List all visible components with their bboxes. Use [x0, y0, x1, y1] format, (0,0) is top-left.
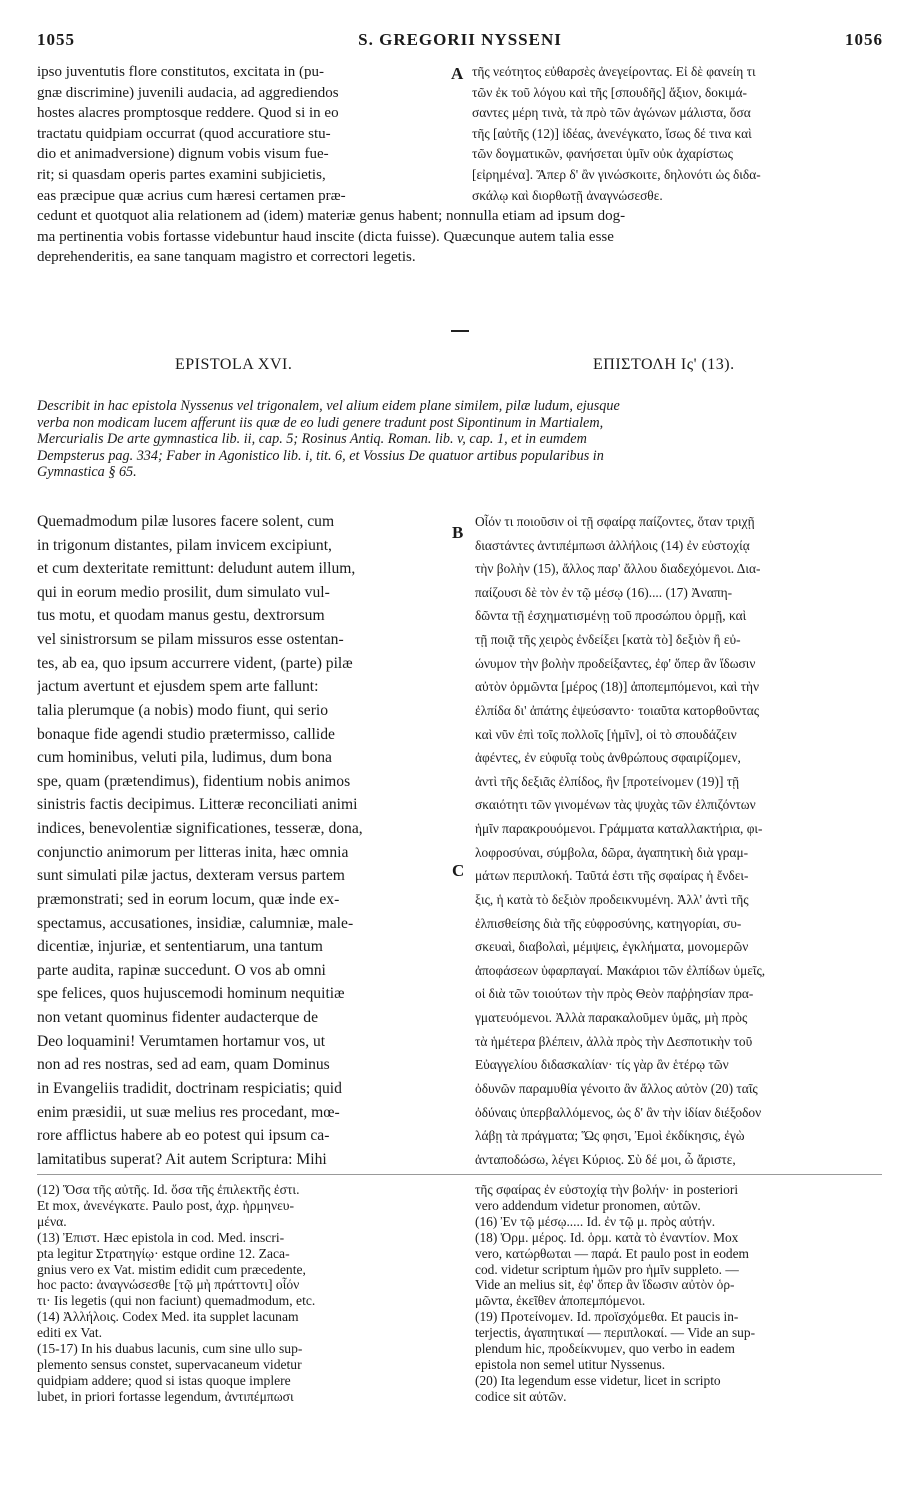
latin-text-line: spe felices, quos hujuscemodi hominum nequitiæ — [37, 985, 345, 1003]
greek-text-line: Οἷόν τι ποιοῦσιν οἱ τῇ σφαίρᾳ παίζοντες, ὅταν τριχῇ — [475, 514, 755, 529]
running-title: S. GREGORII NYSSENI — [358, 30, 562, 49]
greek-text-line: [εἰρημένα]. Ἅπερ δ' ἂν γινώσκοιτε, δηλονότι ὡς διδα- — [472, 167, 761, 182]
greek-text-line: ἀνταποδώσω, λέγει Κύριος. Σὺ δέ μοι, ὦ ἄριστε, — [475, 1151, 736, 1167]
footnote-line: cod. videtur scriptum ἡμῶν pro ἡμῖν suppleto. — — [475, 1261, 739, 1277]
latin-text-line: dio et animadversione) dignum vobis visum fue- — [37, 146, 329, 163]
footnote-line: editi ex Vat. — [37, 1325, 103, 1341]
footnote-line: (16) Ἐν τῷ μέσῳ..... Id. ἐν τῷ μ. πρὸς αὐτήν. — [475, 1213, 716, 1229]
margin-marker-a: A — [451, 64, 464, 83]
footnote-line: quidpiam addere; quod si istas quoque implere — [37, 1372, 291, 1388]
summary-line: Gymnastica § 65. — [37, 464, 137, 480]
latin-text-line: vel sinistrorsum se pilam missuros esse ostentan- — [37, 631, 344, 649]
greek-text-line: ξις, ἡ κατὰ τὸ δεξιὸν προδεικνυμένη. Ἀλλ' ἀντὶ τῆς — [475, 891, 749, 907]
latin-text-line: cum hominibus, veluti pila, ludimus, dum bona — [37, 749, 332, 767]
latin-text-line: indices, benevolentiæ significationes, tesseræ, dona, — [37, 820, 363, 838]
greek-text-line: τῶν δογματικῶν, φανήσεται ὑμῖν οὐκ ἀχαρίστως — [472, 146, 733, 162]
latin-text-line: jactum avertunt et ejusdem spem arte fallunt: — [37, 678, 319, 696]
footnote-line: μένα. — [37, 1213, 67, 1229]
summary-line: Dempsterus pag. 334; Faber in Agonistico lib. i, tit. 6, et Vossius De quatuor artibus popularibus in — [37, 447, 604, 464]
footnote-line: (20) Ita legendum esse videtur, licet in scripto — [475, 1372, 721, 1388]
greek-text-line: Εὐαγγελίου διδασκαλίαν· τίς γὰρ ἂν ἑτέρῳ τῶν — [475, 1057, 729, 1073]
greek-text-line: σκάλῳ καὶ διορθωτῇ ἀναγνώσεσθε. — [472, 187, 663, 203]
greek-text-line: ὀδυνῶν παραμυθία γένοιτο ἂν ἄλλος αὐτὸν (20) ταῖς — [475, 1080, 758, 1096]
latin-text-line: rit; si quasdam operis partes examini subjicietis, — [37, 167, 326, 183]
greek-text-line: ἐλπισθείσης διὰ τῆς εὐφροσύνης, κατηγορίαι, συ- — [475, 915, 742, 931]
footnote-line: pta legitur Στρατηγίῳ· estque ordine 12. Zaca- — [37, 1245, 290, 1261]
latin-text-line: præmonstrati; sed in eorum locum, quæ inde ex- — [37, 890, 340, 908]
greek-text-line: τῇ ποιᾷ τῆς χειρὸς ἐνδείξει [κατὰ τὸ] δεξιὸν ἢ εὐ- — [475, 632, 741, 648]
latin-text-line: bonaque fide agendi studio prætermisso, callide — [37, 725, 335, 743]
latin-text-line: ipso juventutis flore constitutos, excitata in (pu- — [37, 64, 325, 80]
latin-text-line: rore afflictus habere ab eo potest qui ipsum ca- — [37, 1127, 330, 1145]
latin-text-line: talia plerumque (a nobis) modo fiunt, qui serio — [37, 701, 329, 719]
footnote-line: τι· Iis legetis (qui non faciunt) quemadmodum, etc. — [37, 1293, 316, 1309]
greek-text-line: οἱ διὰ τῶν τοιούτων τὴν πρὸς Θεὸν παῤῥησίαν πρα- — [475, 986, 754, 1002]
latin-text-line: qui in eorum medio prosilit, dum simulato vul- — [37, 583, 330, 601]
latin-text-line: Quemadmodum pilæ lusores facere solent, cum — [37, 513, 335, 530]
summary-line: Describit in hac epistola Nyssenus vel trigonalem, vel alium eidem plane similem, pilæ ludum, ejusque — [37, 398, 620, 414]
greek-text-line: διαστάντες ἀντιπέμπωσι ἀλλήλοις (14) ἐν εὐστοχίᾳ — [475, 537, 750, 553]
footnote-line: (19) Προτείνομεν. Id. προϊσχόμεθα. Et paucis in- — [475, 1309, 739, 1325]
latin-text-line: gnæ discrimine) juvenili audacia, ad aggrediendos — [37, 84, 339, 101]
footnote-line: (15-17) In his duabus lacunis, cum sine ullo sup- — [37, 1341, 303, 1356]
footnote-line: gnius vero ex Vat. mistim edidit cum præcedente, — [37, 1261, 306, 1277]
greek-text-line: ἐλπίδα δι' ἀπάτης ἐψεύσαντο· τοιαῦτα κατορθοῦντας — [475, 702, 760, 718]
footnote-line: Et mox, ἀνενέγκατε. Paulo post, ἀχρ. ἡρμηνευ- — [37, 1197, 295, 1213]
greek-text-line: τῶν ἐκ τοῦ λόγου καὶ τῆς [σπουδῆς] ἄξιον, δοκιμά- — [472, 84, 748, 100]
margin-marker-c: C — [452, 861, 465, 880]
latin-text-line: tus motu, et quodam manus gestu, dextrorsum — [37, 607, 325, 625]
greek-text-line: παίζουσι δὲ τὸν ἐν τῷ μέσῳ (16).... (17) Ἀναπη- — [475, 584, 733, 600]
greek-text-line: σαντες μέρη τινὰ, τὰ πρὸ τῶν ἀγώνων μάλιστα, ὅσα — [472, 105, 751, 121]
greek-text-line: ἀφέντες, ἐν εὐφυΐᾳ τοὺς ἀνθρώπους σφαιρίζομεν, — [475, 750, 741, 766]
greek-text-line: ἡμῖν παρακρουόμενοι. Γράμματα καταλλακτήρια, φι- — [475, 821, 763, 837]
footnote-line: hoc pacto: ἀναγνώσεσθε [τῷ μὴ πράττοντι] οἷόν — [37, 1277, 300, 1293]
greek-text-line: τῆς νεότητος εὐθαρσὲς ἀνεγείροντας. Εἰ δὲ φανείη τι — [472, 64, 756, 79]
greek-text-line: λοφροσύναι, σύμβολα, δῶρα, ἀγαπητικὴ διὰ γραμ- — [475, 844, 749, 860]
latin-text-line: Deo loquamini! Verumtamen hortamur vos, ut — [37, 1032, 326, 1050]
footnote-line: plemento sensus constet, supervacaneum videtur — [37, 1356, 302, 1372]
footnote-line: terjectis, ἀγαπητικαί — περιπλοκαί. — Vide an sup- — [475, 1325, 756, 1341]
greek-text-line: τῆς [αὐτῆς (12)] ἰδέας, ἀνενέγκατο, ἴσως δέ τινα καὶ — [472, 125, 752, 141]
footnote-line: epistola non semel utitur Nyssenus. — [475, 1356, 666, 1372]
footnote-divider — [37, 1174, 882, 1175]
summary-line: Mercurialis De arte gymnastica lib. ii, cap. 5; Rosinus Antiq. Roman. lib. v, cap. 1, et in eumdem — [37, 431, 587, 447]
latin-text-line: enim præsidii, ut suæ melius res procedant, mœ- — [37, 1103, 340, 1121]
footnote-line: μῶντα, ἐκεῖθεν ἀποπεμπόμενοι. — [475, 1293, 646, 1309]
latin-text-line: non vetant quominus fidenter audacterque de — [37, 1009, 319, 1027]
footnote-line: lubet, in priori fortasse legendum, ἀντιπέμπωσι — [37, 1388, 294, 1404]
latin-text-line: in trigonum distantes, pilam invicem excipiunt, — [37, 536, 332, 554]
epistola-greek-title: ΕΠΙΣΤΟΛΗ Ις' (13). — [593, 356, 735, 373]
latin-text-line: dicentiæ, injuriæ, et sententiarum, una tantum — [37, 938, 323, 956]
footnote-line: plendum hic, προδείκνυμεν, quo verbo in eadem — [475, 1341, 735, 1356]
latin-text-line: spe, quam (prætendimus), fidentium nobis animos — [37, 772, 351, 790]
latin-text-line: conjunctio animorum per litteras inita, hæc omnia — [37, 843, 349, 861]
greek-text-line: λάβῃ τὰ πράγματα; Ὥς φησι, Ἐμοὶ ἐκδίκησις, ἐγὼ — [475, 1128, 745, 1144]
right-page-number: 1056 — [845, 30, 883, 49]
footnote-line: (18) Ὁρμ. μέρος. Id. ὁρμ. κατὰ τὸ ἐναντίον. Mox — [475, 1229, 739, 1245]
latin-text-line: lamitatibus superat? Ait autem Scriptura: Mihi — [37, 1150, 327, 1168]
latin-text-line: hostes alacres promptosque reddere. Quod si in eo — [37, 105, 339, 122]
greek-text-line: ἀντὶ τῆς δεξιᾶς ἐλπίδος, ἣν [προτείνομεν (19)] τῇ — [475, 773, 740, 789]
greek-text-line: μάτων περιπλοκή. Ταῦτά ἐστι τῆς σφαίρας ἡ ἔνδει- — [475, 868, 749, 884]
summary-line: verba non modicam lucem afferunt iis quæ de eo ludi genere tradunt post Sipontinum in Martialem, — [37, 414, 604, 431]
footnote-line: Vide an melius sit, ἐφ' ὅπερ ἂν ἴδωσιν αὐτὸν ὁρ- — [475, 1277, 735, 1293]
latin-text-line: sunt simulati pilæ jactus, dexteram versus partem — [37, 867, 345, 885]
section-divider — [451, 330, 469, 332]
footnote-line: vero addendum videtur pronomen, αὐτῶν. — [475, 1197, 701, 1213]
latin-text-line: in Evangeliis tradidit, doctrinam respiciatis; quid — [37, 1079, 342, 1097]
greek-text-line: ώνυμον τὴν βολὴν προδείξαντες, ἐφ' ὅπερ ἂν ἴδωσιν — [475, 655, 756, 671]
greek-text-line: καὶ νῦν ἐπὶ τοῖς πολλοῖς [ἡμῖν], οἱ τὸ σπουδάζειν — [475, 726, 737, 742]
greek-text-line: δῶντα τῇ ἐσχηματισμένῃ τοῦ προσώπου ὁρμῇ, καὶ — [475, 608, 747, 624]
footnote-line: τῆς σφαίρας ἐν εὐστοχίᾳ τὴν βολήν· in posteriori — [475, 1182, 739, 1197]
footnote-line: (12) Ὅσα τῆς αὐτῆς. Id. ὅσα τῆς ἐπιλεκτῆς ἐστι. — [37, 1182, 300, 1197]
epistola-latin-title: EPISTOLA XVI. — [175, 356, 293, 373]
footnote-line: codice sit αὐτῶν. — [475, 1388, 567, 1404]
latin-text-line: ma pertinentia vobis fortasse videbuntur haud inscite (dicta fuisse). Quæcunque autem talia esse — [37, 228, 614, 245]
latin-text-line: non ad res nostras, sed ad eam, quam Dominus — [37, 1056, 330, 1074]
greek-text-line: ὀδύναις ὑπερβαλλόμενος, ὡς δ' ἂν τὴν ἰδίαν διέξοδον — [475, 1104, 762, 1120]
footnote-line: (14) Ἀλλήλοις. Codex Med. ita supplet lacunam — [37, 1309, 299, 1325]
greek-text-line: γματευόμενοι. Ἀλλὰ παρακαλοῦμεν ὑμᾶς, μὴ πρὸς — [475, 1010, 748, 1026]
latin-text-line: sinistris factis decipimus. Litteræ reconciliati animi — [37, 796, 358, 814]
margin-marker-b: B — [452, 523, 464, 542]
greek-text-line: ἀποφάσεων ὑφαρπαγαί. Μακάριοι τῶν ἐλπίδων ὑμεῖς, — [475, 962, 766, 978]
footnote-line: vero, κατώρθωται — παρά. Et paulo post in eodem — [475, 1245, 749, 1261]
latin-text-line: deprehenderitis, ea sane tanquam magistro et correctori legetis. — [37, 249, 416, 266]
latin-text-line: tractatu quidpiam occurrat (quod accuratiore stu- — [37, 125, 331, 142]
latin-text-line: parte audita, rapinæ succedunt. O vos ab omni — [37, 961, 326, 979]
latin-text-line: cedunt et quotquot alia relationem ad (idem) materiæ genus habent; nonnulla etiam ad ipsum dog- — [37, 208, 626, 224]
latin-text-line: eas præcipue quæ acrius cum hæresi certamen præ- — [37, 187, 346, 204]
greek-text-line: σκευαὶ, διαβολαὶ, μέμψεις, ἐγκλήματα, μονομερῶν — [475, 939, 749, 955]
greek-text-line: σκαιότητι τῶν γινομένων τὰς ψυχὰς τῶν ἐλπιζόντων — [475, 797, 756, 813]
greek-text-line: αὐτὸν ὁρμῶντα [μέρος (18)] ἀποπεμπόμενοι, καὶ τὴν — [475, 679, 760, 695]
latin-text-line: et cum dexteritate remittunt: deludunt autem illum, — [37, 560, 356, 578]
greek-text-line: τὴν βολὴν (15), ἄλλος παρ' ἄλλου διαδεχόμενοι. Δια- — [475, 561, 761, 577]
latin-text-line: spectamus, accusationes, insidiæ, calumniæ, male- — [37, 914, 354, 932]
latin-text-line: tes, ab ea, quo ipsum accurrere vident, (parte) pilæ — [37, 654, 353, 672]
greek-text-line: τὰ ἡμέτερα βλέπειν, ἀλλὰ πρὸς τὴν Δεσποτικὴν τοῦ — [475, 1033, 753, 1049]
footnote-line: (13) Ἐπιστ. Hæc epistola in cod. Med. inscri- — [37, 1229, 285, 1245]
left-page-number: 1055 — [37, 30, 75, 49]
